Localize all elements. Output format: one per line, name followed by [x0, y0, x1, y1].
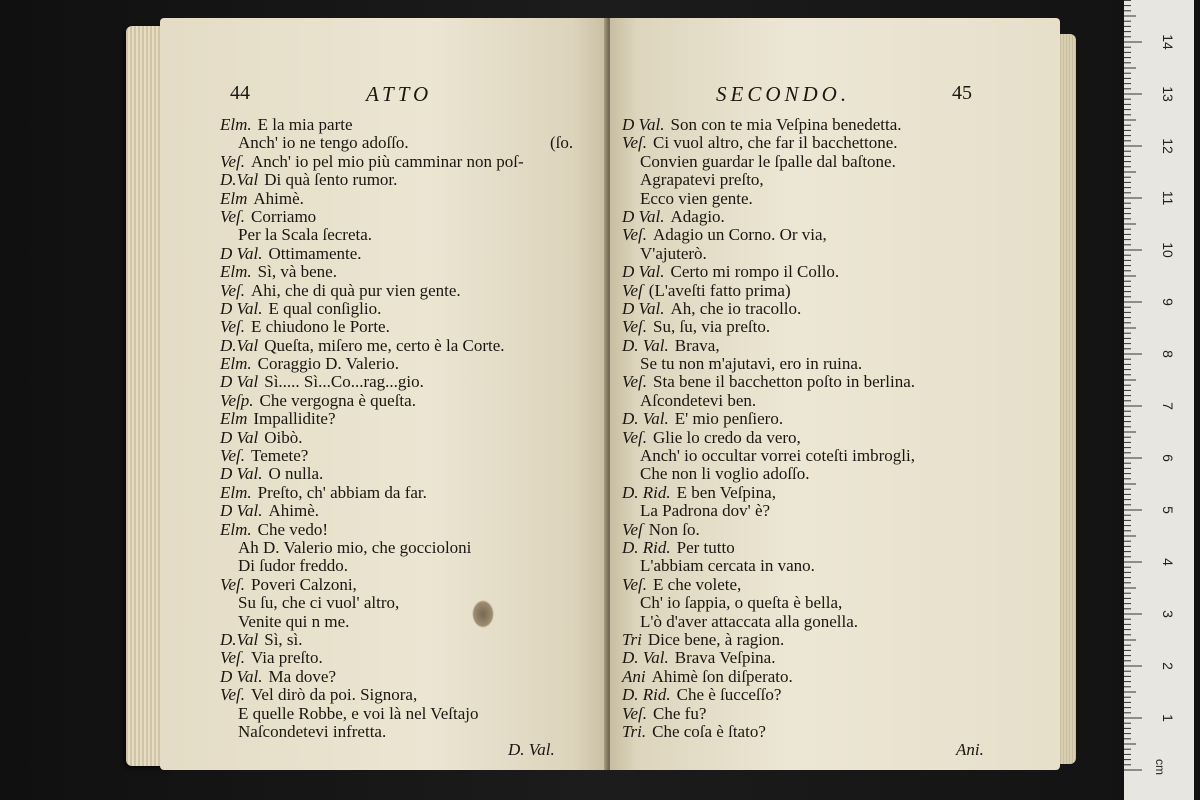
text-line: [622, 373, 915, 391]
text-line: [220, 245, 524, 263]
speaker-label: D. Rid.: [622, 685, 671, 705]
text-line: [622, 613, 915, 631]
text-line: [220, 373, 524, 391]
line-text: Ma dove?: [268, 666, 337, 686]
speaker-label: D Val.: [622, 262, 665, 282]
open-book: [126, 14, 1076, 776]
speaker-label: D. Val.: [622, 409, 669, 429]
speaker-label: Veſ.: [622, 427, 648, 447]
line-text: Poveri Calzoni,: [251, 574, 357, 594]
text-line: [220, 318, 524, 336]
speaker-label: D Val.: [622, 298, 665, 318]
text-line: [622, 318, 915, 336]
text-line: [622, 668, 915, 686]
speaker-label: Veſ.: [220, 280, 246, 300]
line-text: (L'aveſti fatto prima): [648, 280, 791, 300]
speaker-label: Veſ.: [622, 574, 648, 594]
text-line: [622, 134, 915, 152]
line-text: E che volete,: [653, 574, 742, 594]
text-line: [622, 502, 915, 520]
speaker-label: D Val.: [220, 501, 263, 521]
ruler-number: 10: [1160, 242, 1176, 258]
ruler-number: 1: [1160, 714, 1176, 722]
line-suffix: (ſo.: [550, 133, 574, 153]
text-line: [220, 465, 524, 483]
speaker-label: D.Val: [220, 335, 259, 355]
line-text: Anch' io ne tengo adoſſo.: [238, 133, 409, 153]
speaker-label: Veſ.: [622, 703, 648, 723]
speaker-label: D.Val: [220, 170, 259, 190]
line-text: Impallidite?: [253, 409, 336, 429]
line-text: Adagio.: [670, 206, 725, 226]
speaker-label: D. Val.: [622, 335, 669, 355]
text-line: [220, 282, 524, 300]
speaker-label: Tri.: [622, 721, 647, 741]
ruler-number: 6: [1160, 454, 1176, 462]
text-line: [622, 557, 915, 575]
line-text: V'ajuterò.: [640, 243, 707, 263]
line-text: Vel dirò da poi. Signora,: [251, 685, 418, 705]
ruler-ticks: [1124, 0, 1194, 800]
line-text: Anch' io pel mio più camminar non poſ-: [251, 151, 524, 171]
right-page: [610, 18, 1060, 770]
text-line: [622, 190, 915, 208]
line-text: E chiudono le Porte.: [251, 317, 390, 337]
line-text: Che fu?: [653, 703, 707, 723]
text-line: [220, 631, 524, 649]
line-text: Ci vuol altro, che far il bacchettone.: [653, 133, 898, 153]
ruler-number: 3: [1160, 610, 1176, 618]
text-line: [622, 153, 915, 171]
line-text: Ecco vien gente.: [640, 188, 753, 208]
speaker-label: Elm.: [220, 482, 252, 502]
text-line: [220, 429, 524, 447]
speaker-label: Veſp.: [220, 390, 254, 410]
line-text: Ahimè ſon diſperato.: [651, 666, 793, 686]
ruler-number: 11: [1160, 190, 1176, 206]
line-text: Venite qui n me.: [238, 611, 350, 631]
line-text: Ah, che io tracollo.: [670, 298, 802, 318]
line-text: Aſcondetevi ben.: [640, 390, 757, 410]
line-text: Ah D. Valerio mio, che goccioloni: [238, 537, 472, 557]
line-text: Su ſu, che ci vuol' altro,: [238, 593, 400, 613]
text-line: [622, 300, 915, 318]
line-text: Che non li voglio adoſſo.: [640, 464, 810, 484]
speaker-label: Elm: [220, 409, 248, 429]
ruler-number: 4: [1160, 558, 1176, 566]
speaker-label: Elm.: [220, 354, 252, 374]
text-line: [220, 521, 524, 539]
speaker-label: Ani: [622, 666, 646, 686]
line-text: E la mia parte: [257, 115, 353, 134]
ruler-number: 14: [1160, 34, 1176, 50]
line-text: Che è ſucceſſo?: [676, 685, 782, 705]
line-text: Su, ſu, via preſto.: [653, 317, 771, 337]
text-line: [622, 465, 915, 483]
line-text: Via preſto.: [251, 648, 323, 668]
text-line: [220, 539, 524, 557]
text-line: [220, 263, 524, 281]
text-line: [622, 631, 915, 649]
speaker-label: D Val.: [220, 666, 263, 686]
text-line: [220, 116, 524, 134]
text-line: [220, 392, 524, 410]
line-text: Oibò.: [264, 427, 303, 447]
speaker-label: D. Rid.: [622, 537, 671, 557]
text-line: [220, 171, 524, 189]
speaker-label: Veſ.: [220, 151, 246, 171]
text-line: [220, 447, 524, 465]
text-line: [622, 447, 915, 465]
line-text: Se tu non m'ajutavi, ero in ruina.: [640, 354, 863, 374]
speaker-label: Elm.: [220, 262, 252, 282]
text-line: [220, 705, 524, 723]
line-text: Convien guardar le ſpalle dal baſtone.: [640, 151, 896, 171]
text-line: [622, 649, 915, 667]
line-text: La Padrona dov' è?: [640, 501, 771, 521]
ruler-number: 8: [1160, 350, 1176, 358]
text-lines: [622, 116, 915, 741]
line-text: Corriamo: [251, 206, 317, 226]
text-line: [220, 190, 524, 208]
text-line: [622, 539, 915, 557]
line-text: Agrapatevi preſto,: [640, 170, 764, 190]
text-line: [220, 686, 524, 704]
line-text: L'ò d'aver attaccata alla gonella.: [640, 611, 859, 631]
line-text: Di quà ſento rumor.: [264, 170, 398, 190]
ruler-number: 2: [1160, 662, 1176, 670]
line-text: Sì..... Sì...Co...rag...gio.: [264, 372, 424, 392]
speaker-label: D Val.: [220, 243, 263, 263]
line-text: Ch' io ſappia, o queſta è bella,: [640, 593, 843, 613]
text-line: [622, 337, 915, 355]
speaker-label: Elm.: [220, 519, 252, 539]
line-text: Ahimè.: [268, 501, 320, 521]
speaker-label: Veſ.: [220, 648, 246, 668]
text-line: [220, 502, 524, 520]
line-text: Brava,: [674, 335, 720, 355]
stain-mark: [472, 600, 494, 628]
line-text: Anch' io occultar vorrei coteſti imbrogli,: [640, 446, 915, 466]
line-text: Adagio un Corno. Or via,: [653, 225, 827, 245]
speaker-label: D Val.: [622, 115, 665, 134]
speaker-label: Veſ.: [622, 225, 648, 245]
text-line: [622, 594, 915, 612]
speaker-label: D Val: [220, 372, 259, 392]
catchword: Ani.: [956, 740, 984, 759]
speaker-label: Veſ.: [220, 574, 246, 594]
text-line: [622, 429, 915, 447]
text-line: [622, 282, 915, 300]
speaker-label: Veſ.: [220, 317, 246, 337]
line-text: Temete?: [251, 446, 309, 466]
line-text: Che vedo!: [257, 519, 328, 539]
text-line: [220, 337, 524, 355]
line-text: Dice bene, à ragion.: [647, 629, 785, 649]
line-text: Ahimè.: [253, 188, 304, 208]
speaker-label: D Val.: [220, 298, 263, 318]
right-page-edges: [1058, 34, 1076, 764]
text-line: [220, 355, 524, 373]
text-line: [622, 521, 915, 539]
text-line: [622, 263, 915, 281]
line-text: Coraggio D. Valerio.: [257, 354, 399, 374]
speaker-label: D.Val: [220, 629, 259, 649]
ruler-number: 7: [1160, 402, 1176, 410]
speaker-label: Elm.: [220, 115, 252, 134]
text-line: [220, 723, 524, 741]
speaker-label: Elm: [220, 188, 248, 208]
running-header: ATTO: [366, 82, 433, 106]
speaker-label: D Val: [220, 427, 259, 447]
running-header: SECONDO.: [716, 82, 851, 106]
line-text: Glie lo credo da vero,: [653, 427, 801, 447]
text-line: [622, 484, 915, 502]
text-line: [622, 576, 915, 594]
line-text: Che coſa è ſtato?: [652, 721, 766, 741]
text-line: [220, 208, 524, 226]
speaker-label: Veſ.: [622, 317, 648, 337]
line-text: Che vergogna è queſta.: [259, 390, 416, 410]
text-line: [622, 686, 915, 704]
catchword: D. Val.: [508, 740, 555, 759]
line-text: Non ſo.: [648, 519, 700, 539]
text-line: [622, 245, 915, 263]
line-text: E' mio penſiero.: [674, 409, 784, 429]
line-text: E qual conſiglio.: [268, 298, 382, 318]
text-line: [622, 116, 915, 134]
text-line: [622, 705, 915, 723]
speaker-label: Veſ: [622, 280, 643, 300]
measuring-ruler: [1124, 0, 1194, 800]
text-line: [220, 226, 524, 244]
text-line: [220, 557, 524, 575]
ruler-unit-label: cm: [1153, 759, 1167, 775]
speaker-label: D Val.: [622, 206, 665, 226]
text-line: [622, 355, 915, 373]
text-lines: [220, 115, 574, 741]
line-text: Certo mi rompo il Collo.: [670, 262, 840, 282]
line-text: Sì, và bene.: [257, 262, 337, 282]
ruler-number: 13: [1160, 86, 1176, 102]
text-line: [220, 300, 524, 318]
speaker-label: Veſ.: [622, 372, 648, 392]
line-text: L'abbiam cercata in vano.: [640, 556, 815, 576]
text-line: [220, 576, 524, 594]
speaker-label: Tri: [622, 629, 642, 649]
text-line: [622, 410, 915, 428]
text-line: [220, 649, 524, 667]
speaker-label: D Val.: [220, 464, 263, 484]
line-text: Son con te mia Veſpina benedetta.: [670, 115, 902, 134]
text-line: [622, 392, 915, 410]
line-text: Per la Scala ſecreta.: [238, 225, 373, 245]
line-text: Sì, sì.: [264, 629, 303, 649]
text-line: [220, 133, 574, 153]
speaker-label: Veſ: [622, 519, 643, 539]
ruler-number: 9: [1160, 298, 1176, 306]
speaker-label: Veſ.: [622, 133, 648, 153]
line-text: Preſto, ch' abbiam da far.: [257, 482, 427, 502]
left-page: [160, 18, 608, 770]
line-text: Brava Veſpina.: [674, 648, 776, 668]
line-text: Per tutto: [676, 537, 735, 557]
text-line: [622, 208, 915, 226]
line-text: Di ſudor freddo.: [238, 556, 349, 576]
speaker-label: Veſ.: [220, 446, 246, 466]
line-text: Naſcondetevi infretta.: [238, 721, 387, 741]
line-text: Queſta, miſero me, certo è la Corte.: [264, 335, 505, 355]
speaker-label: Veſ.: [220, 206, 246, 226]
line-text: Ottimamente.: [268, 243, 362, 263]
line-text: O nulla.: [268, 464, 324, 484]
ruler-number: 12: [1160, 138, 1176, 154]
line-text: Sta bene il bacchetton poſto in berlina.: [653, 372, 916, 392]
text-line: [622, 723, 915, 741]
text-line: [622, 226, 915, 244]
line-text: E ben Veſpina,: [676, 482, 776, 502]
text-line: [622, 171, 915, 189]
speaker-label: Veſ.: [220, 685, 246, 705]
text-line: [220, 410, 524, 428]
line-text: Ahi, che di quà pur vien gente.: [251, 280, 461, 300]
line-text: E quelle Robbe, e voi là nel Veſtajo: [238, 703, 479, 723]
speaker-label: D. Val.: [622, 648, 669, 668]
page-number: 44: [230, 82, 250, 104]
text-line: [220, 668, 524, 686]
text-line: [220, 153, 524, 171]
page-number: 45: [952, 82, 972, 104]
ruler-number: 5: [1160, 506, 1176, 514]
text-line: [220, 484, 524, 502]
speaker-label: D. Rid.: [622, 482, 671, 502]
